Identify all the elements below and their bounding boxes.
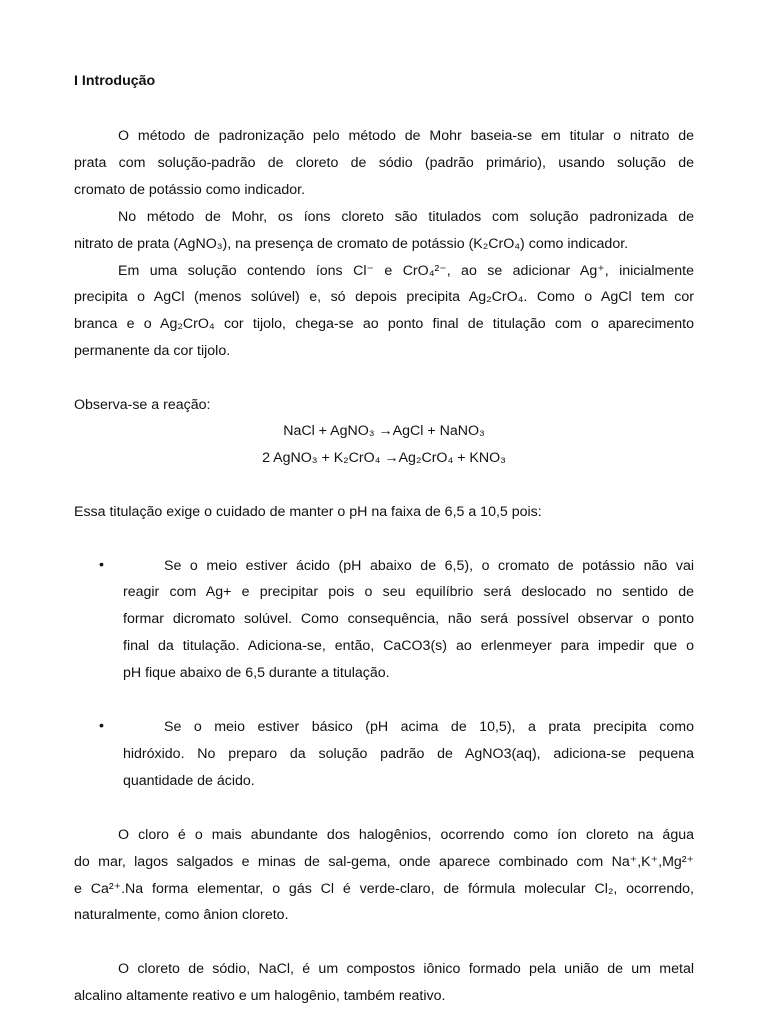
paragraph-line: naturalmente, como ânion cloreto. <box>74 907 289 923</box>
bullet-line: Se o meio estiver básico (pH acima de 10,5), a prata precipita como <box>164 719 694 735</box>
bullet-marker: • <box>99 718 104 734</box>
bullet-line: pH fique abaixo de 6,5 durante a titulação. <box>123 665 390 681</box>
paragraph-line: O cloro é o mais abundante dos halogênios, ocorrendo como íon cloreto na água <box>118 827 694 843</box>
paragraph-line: precipita o AgCl (menos solúvel) e, só depois precipita Ag₂CrO₄. Como o AgCl tem cor <box>74 289 694 305</box>
paragraph-line: alcalino altamente reativo e um halogênio, também reativo. <box>74 988 446 1004</box>
paragraph-line: O cloreto de sódio, NaCl, é um compostos iônico formado pela união de um metal <box>118 961 694 977</box>
section-heading: I Introdução <box>74 73 156 89</box>
equation-2: 2 AgNO₃ + K₂CrO₄ →Ag₂CrO₄ + KNO₃ <box>262 450 506 466</box>
paragraph-line: permanente da cor tijolo. <box>74 343 231 359</box>
bullet-line: Se o meio estiver ácido (pH abaixo de 6,5), o cromato de potássio não vai <box>164 558 694 574</box>
equation-1: NaCl + AgNO₃ →AgCl + NaNO₃ <box>283 423 485 439</box>
paragraph-line: branca e o Ag₂CrO₄ cor tijolo, chega-se ao ponto final de titulação com o aparecimento <box>74 316 694 332</box>
paragraph-line: cromato de potássio como indicador. <box>74 182 306 198</box>
ph-intro: Essa titulação exige o cuidado de manter o pH na faixa de 6,5 a 10,5 pois: <box>74 504 542 520</box>
paragraph-line: Em uma solução contendo íons Cl⁻ e CrO₄²⁻, ao se adicionar Ag⁺, inicialmente <box>118 263 694 279</box>
bullet-line: final da titulação. Adiciona-se, então, CaCO3(s) ao erlenmeyer para impedir que o <box>123 638 694 654</box>
bullet-line: quantidade de ácido. <box>123 773 255 789</box>
bullet-line: hidróxido. No preparo da solução padrão de AgNO3(aq), adiciona-se pequena <box>123 746 694 762</box>
paragraph-line: O método de padronização pelo método de Mohr baseia-se em titular o nitrato de <box>118 128 694 144</box>
bullet-marker: • <box>99 557 104 573</box>
reaction-intro: Observa-se a reação: <box>74 397 211 413</box>
paragraph-line: prata com solução-padrão de cloreto de sódio (padrão primário), usando solução de <box>74 155 694 171</box>
bullet-line: reagir com Ag+ e precipitar pois o seu equilíbrio será deslocado no sentido de <box>123 584 694 600</box>
bullet-line: formar dicromato solúvel. Como consequência, não será possível observar o ponto <box>123 611 694 627</box>
paragraph-line: No método de Mohr, os íons cloreto são titulados com solução padronizada de <box>118 209 694 225</box>
paragraph-line: e Ca²⁺.Na forma elementar, o gás Cl é verde-claro, de fórmula molecular Cl₂, ocorrendo, <box>74 881 694 897</box>
paragraph-line: nitrato de prata (AgNO₃), na presença de cromato de potássio (K₂CrO₄) como indicador. <box>74 236 629 252</box>
paragraph-line: do mar, lagos salgados e minas de sal-gema, onde aparece combinado com Na⁺,K⁺,Mg²⁺ <box>74 854 694 870</box>
